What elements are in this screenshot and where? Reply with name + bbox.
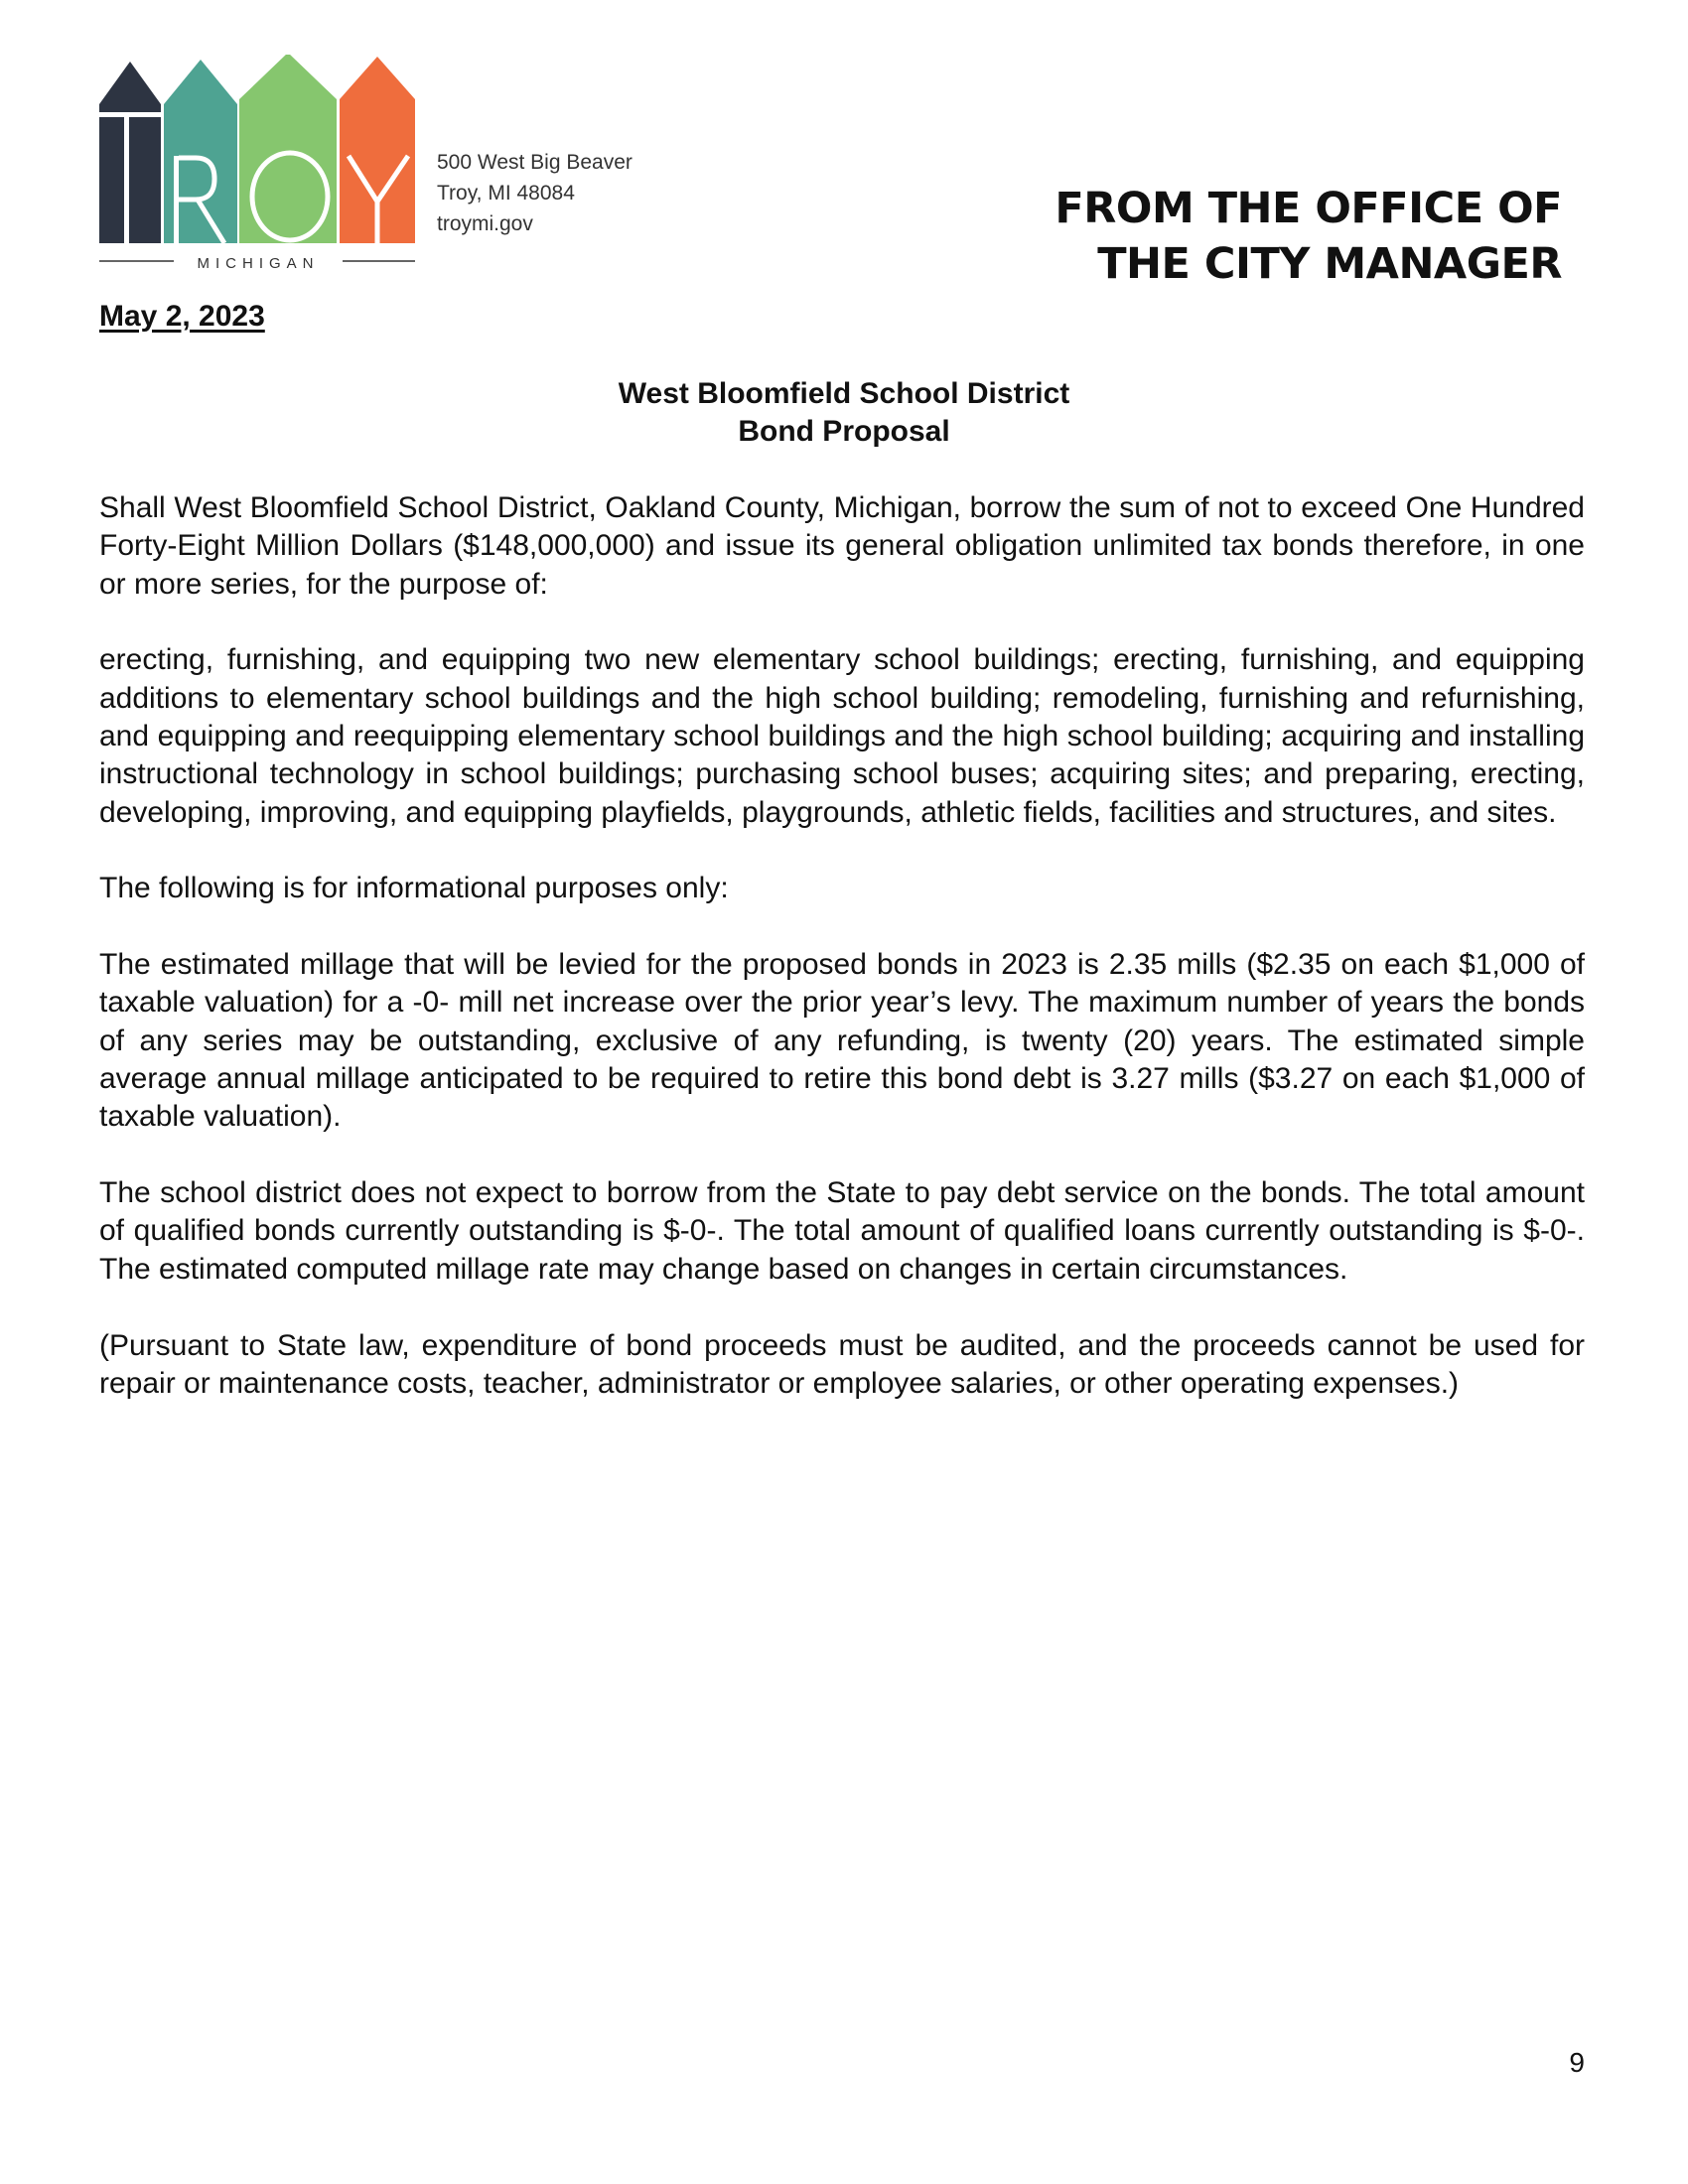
office-title [1055, 181, 1562, 292]
millage-paragraph: The estimated millage that will be levied for the proposed bonds in 2023 is 2.35 mills ($2.35 on each $1,000 of taxable valuation) for a -0- mill net increase over the prior year’s levy. The maximum number of years the bonds of any series may be outstanding, exclusive of any refunding, is twenty (20) years. The estimated simple average annual millage anticipated to be required to retire this bond debt is 3.27 mills ($3.27 on each $1,000 of taxable valuation). [99, 948, 1585, 1134]
svg-text:MICHIGAN: MICHIGAN [197, 255, 320, 272]
document-heading [99, 375, 1589, 451]
page-number: 9 [1569, 2047, 1585, 2078]
state-law-paragraph: (Pursuant to State law, expenditure of bond proceeds must be audited, and the proceeds cannot be used for repair or maintenance costs, teacher, administrator or employee salaries, or other operating expenses.) [99, 1328, 1585, 1400]
address-street: 500 West Big Beaver [437, 151, 633, 174]
document-date: May 2, 2023 [99, 300, 265, 333]
troy-michigan-logo [94, 55, 422, 273]
address-city: Troy, MI 48084 [437, 182, 575, 205]
office-title-line1: FROM THE OFFICE OF [1055, 184, 1562, 233]
informational-note-paragraph: The following is for informational purposes only: [99, 872, 729, 905]
heading-line1: West Bloomfield School District [618, 377, 1070, 410]
purpose-paragraph: erecting, furnishing, and equipping two new elementary school buildings; erecting, furnishing, and equipping additions to elementary school buildings and the high school building; remodeling, furnishing and refurnishing, and equipping and reequipping elementary school buildings and the high school building; acquiring and installing instructional technology in school buildings; purchasing school buses; acquiring sites; and preparing, erecting, developing, improving, and equipping playfields, playgrounds, athletic fields, facilities and structures, and sites. [99, 643, 1585, 829]
office-title-line2: THE CITY MANAGER [1097, 239, 1562, 289]
qualified-bonds-paragraph: The school district does not expect to borrow from the State to pay debt service on the bonds. The total amount of qualified bonds currently outstanding is $-0-. The total amount of qualified loans currently outstanding is $-0-. The estimated computed millage rate may change based on changes in certain circumstances. [99, 1176, 1585, 1286]
heading-line2: Bond Proposal [738, 415, 950, 448]
city-address [437, 147, 633, 239]
document-body [99, 489, 1585, 1441]
ballot-question-paragraph: Shall West Bloomfield School District, Oakland County, Michigan, borrow the sum of not to exceed One Hundred Forty-Eight Million Dollars ($148,000,000) and issue its general obligation unlimited tax bonds therefore, in one or more series, for the purpose of: [99, 491, 1585, 601]
address-website: troymi.gov [437, 212, 533, 235]
